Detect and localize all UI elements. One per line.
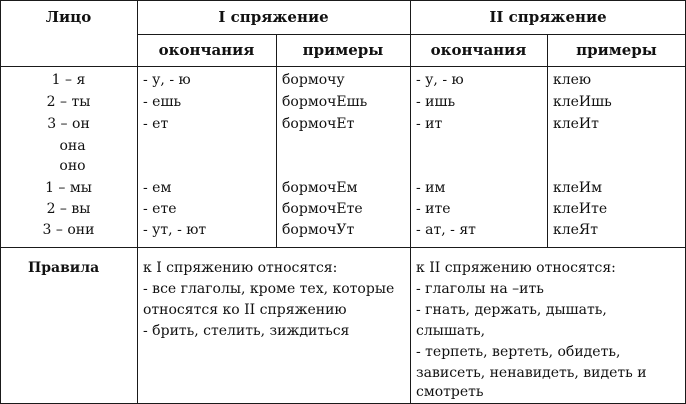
rules-conj1-line: относятся ко II спряжению (143, 302, 347, 318)
example-1-cell: бормочЕм (282, 180, 358, 196)
rules-conj2-line: к II спряжению относятся: (416, 260, 616, 276)
rules-label: Правила (28, 260, 100, 276)
person-cell: оно (59, 158, 86, 174)
example-2-cell: клеИшь (553, 94, 612, 110)
ending-1-cell: - у, - ю (143, 72, 191, 88)
header-examples-1: примеры (302, 41, 384, 59)
person-cell: 1 – я (51, 72, 86, 88)
header-endings-2: окончания (430, 41, 527, 59)
header-bottom-border (0, 66, 686, 67)
rules-conj2-line: - гнать, держать, дышать, (416, 302, 607, 318)
example-2-cell: клеИте (553, 201, 608, 217)
header-endings-1: окончания (158, 41, 255, 59)
rules-top-border (0, 247, 686, 248)
ending-1-cell: - ешь (143, 94, 182, 110)
column-divider-4 (547, 34, 548, 247)
ending-2-cell: - ат, - ят (416, 222, 476, 238)
example-2-cell: клеЯт (553, 222, 598, 238)
ending-2-cell: - ишь (416, 94, 456, 110)
rules-conj1-line: к I спряжению относятся: (143, 260, 338, 276)
header-conjugation-1: I спряжение (218, 8, 329, 26)
ending-1-cell: - ем (143, 180, 172, 196)
example-2-cell: клею (553, 72, 592, 88)
column-divider-2 (276, 34, 277, 247)
example-2-cell: клеИм (553, 180, 603, 196)
table-border-top (0, 0, 686, 1)
header-divider (137, 34, 686, 35)
header-conjugation-2: II спряжение (489, 8, 607, 26)
example-1-cell: бормочЕте (282, 201, 363, 217)
ending-2-cell: - ит (416, 116, 443, 132)
header-examples-2: примеры (576, 41, 657, 59)
rules-conj1-line: - все глаголы, кроме тех, которые (143, 281, 395, 297)
column-divider-3 (410, 0, 411, 404)
header-person: Лицо (45, 8, 92, 26)
example-1-cell: бормочУт (282, 222, 355, 238)
person-cell: 1 – мы (45, 180, 92, 196)
example-2-cell: клеИт (553, 116, 599, 132)
ending-2-cell: - у, - ю (416, 72, 464, 88)
ending-1-cell: - ет (143, 116, 169, 132)
person-cell: 3 – они (42, 222, 95, 238)
rules-conj2-line: - глаголы на –ить (416, 281, 544, 297)
person-cell: 3 – он (47, 116, 90, 132)
rules-conj1-line: - брить, стелить, зиждиться (143, 323, 350, 339)
person-cell: она (59, 138, 86, 154)
ending-2-cell: - ите (416, 201, 451, 217)
example-1-cell: бормочЕшь (282, 94, 368, 110)
person-cell: 2 – ты (46, 94, 91, 110)
column-divider-1 (137, 0, 138, 404)
ending-1-cell: - ут, - ют (143, 222, 207, 238)
example-1-cell: бормочЕт (282, 116, 355, 132)
ending-2-cell: - им (416, 180, 446, 196)
rules-conj2-line: смотреть (416, 384, 484, 400)
rules-conj2-line: зависеть, ненавидеть, видеть и (416, 365, 647, 381)
rules-conj2-line: - терпеть, вертеть, обидеть, (416, 344, 621, 360)
ending-1-cell: - ете (143, 201, 177, 217)
person-cell: 2 – вы (46, 201, 91, 217)
example-1-cell: бормочу (282, 72, 345, 88)
rules-conj2-line: слышать, (416, 323, 486, 339)
